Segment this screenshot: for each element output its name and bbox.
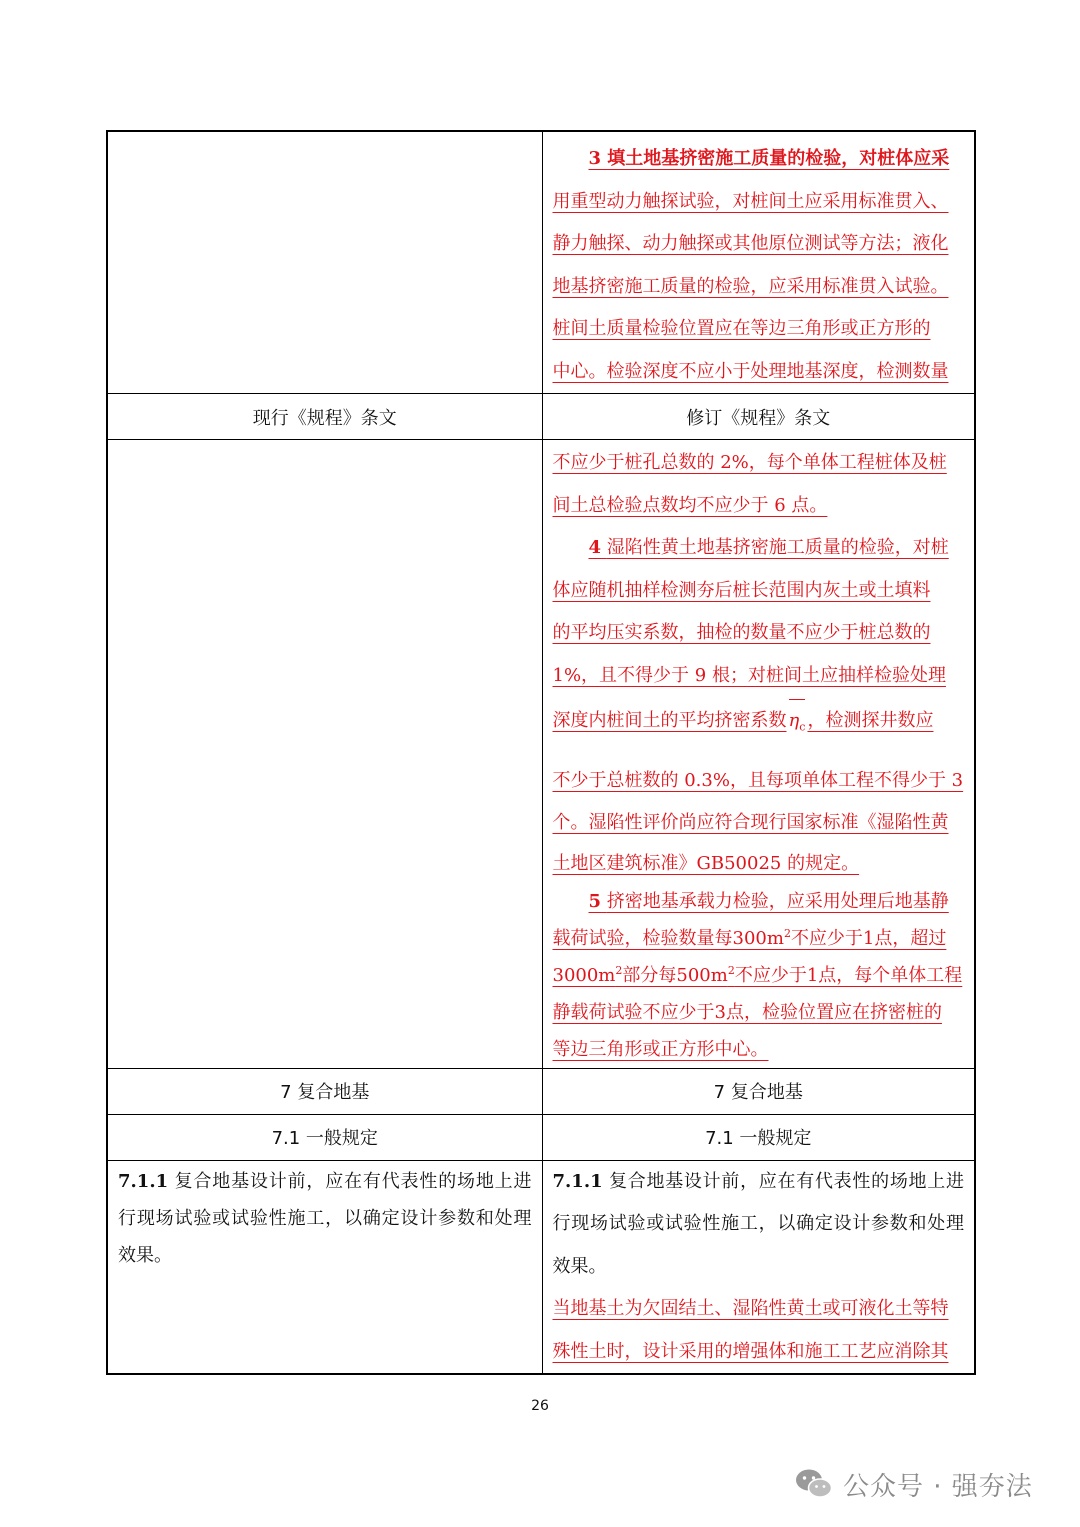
watermark xyxy=(795,1462,1033,1506)
table-row xyxy=(107,131,975,394)
text-line: 间土总检验点数均不应少于 6 点。 xyxy=(552,494,828,516)
right-clause-cell xyxy=(542,1160,975,1374)
right-cell-items-4-5: 不应少于桩孔总数的 2%，每个单体工程桩体及桩 间土总检验点数均不应少于 6 点。 4 湿陷性黄土地基挤密施工质量的检验，对桩 体应随机抽样检测夯后桩长范围内灰土或土填料 的平均压实系数，抽检的数量不应少于桩总数的 1%，且不得少于 9 根；对桩间土应抽样检验处理 深度内桩间土的平均挤密系数 $\eta_c$ ，检测探井数应 不少于总桩数的 0.3%，且每项单体工程不得少于 3 个。湿陷性评价尚应符合现行国家标准《湿陷性黄 土地区建筑标准》GB50025 的规定。 5 挤密地基承载力检验，应采用处理后地基静 载荷试验，检验数量每$300m^2$不应少于1点，超过 $3000m^2$部分每$500m^2$不应少于1点，每个单体工程 静载荷试验不应少于3点，检验位置应在挤密桩的 等边三角形或正方形中心。 xyxy=(542,440,975,1069)
page-number: 26 xyxy=(531,1398,549,1414)
text-line: 等边三角形或正方形中心。 xyxy=(552,1038,769,1060)
text-line: 不应少于桩孔总数的 2%，每个单体工程桩体及桩 xyxy=(552,452,947,473)
text-line: 个。湿陷性评价尚应符合现行国家标准《湿陷性黄 xyxy=(552,812,949,834)
text-line: 不少于总桩数的 0.3%，且每项单体工程不得少于 3 xyxy=(552,769,964,791)
text-line: 深度内桩间土的平均挤密系数 xyxy=(552,710,787,731)
comparison-table xyxy=(106,130,976,1375)
text-line: ，检测探井数应 xyxy=(807,710,934,731)
left-cell-empty xyxy=(107,440,542,1069)
section-title-left: 7.1 一般规定 xyxy=(107,1114,542,1160)
added-text-line: 当地基土为欠固结土、湿陷性黄土或可液化土等特 xyxy=(552,1298,949,1320)
text-line: 土地区建筑标准》GB50025 的规定。 xyxy=(552,852,860,874)
item-number: 4 xyxy=(588,537,602,558)
clause-number: 7.1.1 xyxy=(552,1170,603,1192)
clause-number: 7.1.1 xyxy=(118,1170,169,1192)
text-line: 的平均压实系数，抽检的数量不应少于桩总数的 xyxy=(552,622,931,643)
item3-line: 用重型动力触探试验，对桩间土应采用标准贯入、 xyxy=(552,190,949,212)
section-title-right: 7.1 一般规定 xyxy=(542,1114,975,1160)
table-row xyxy=(107,1160,975,1374)
table-header-row xyxy=(107,394,975,440)
item3-first-line: 3 填土地基挤密施工质量的检验，对桩体应采 xyxy=(588,148,950,169)
right-cell-item3 xyxy=(542,131,975,394)
header-revised-clause: 修订《规程》条文 xyxy=(542,394,975,440)
item3-line: 静力触探、动力触探或其他原位测试等方法；液化 xyxy=(552,233,949,254)
table-row xyxy=(107,440,975,1069)
watermark-text: 公众号 · 强夯法 xyxy=(843,1471,1033,1502)
section-row xyxy=(107,1114,975,1160)
item-number: 5 xyxy=(588,890,602,912)
text-line: 体应随机抽样检测夯后桩长范围内灰土或土填料 xyxy=(552,579,931,601)
clause-text: 复合地基设计前，应在有代表性的场地上进行现场试验或试验性施工，以确定设计参数和处理效果。 xyxy=(552,1170,964,1277)
wechat-icon xyxy=(795,1468,833,1500)
header-current-clause: 现行《规程》条文 xyxy=(107,394,542,440)
left-clause-cell xyxy=(107,1160,542,1374)
chapter-title-left: 7 复合地基 xyxy=(107,1068,542,1114)
item3-line: 桩间土质量检验位置应在等边三角形或正方形的 xyxy=(552,318,931,339)
text-line: 挤密地基承载力检验，应采用处理后地基静 xyxy=(606,890,949,912)
chapter-title-right: 7 复合地基 xyxy=(542,1068,975,1114)
text-line: 1%，且不得少于 9 根；对桩间土应抽样检验处理 xyxy=(552,664,946,686)
chapter-row xyxy=(107,1068,975,1114)
text-line: 静载荷试验不应少于3点，检验位置应在挤密桩的 xyxy=(552,1001,942,1023)
text-line: 湿陷性黄土地基挤密施工质量的检验，对桩 xyxy=(606,537,949,558)
clause-text: 复合地基设计前，应在有代表性的场地上进行现场试验或试验性施工，以确定设计参数和处理效果。 xyxy=(118,1170,532,1266)
left-cell-empty xyxy=(107,131,542,394)
item3-line: 中心。检验深度不应小于处理地基深度，检测数量 xyxy=(552,360,949,382)
eta-symbol: $\eta_c$ xyxy=(787,697,808,752)
added-text-line: 殊性土时，设计采用的增强体和施工工艺应消除其 xyxy=(552,1340,949,1362)
item3-line: 地基挤密施工质量的检验，应采用标准贯入试验。 xyxy=(552,275,949,297)
